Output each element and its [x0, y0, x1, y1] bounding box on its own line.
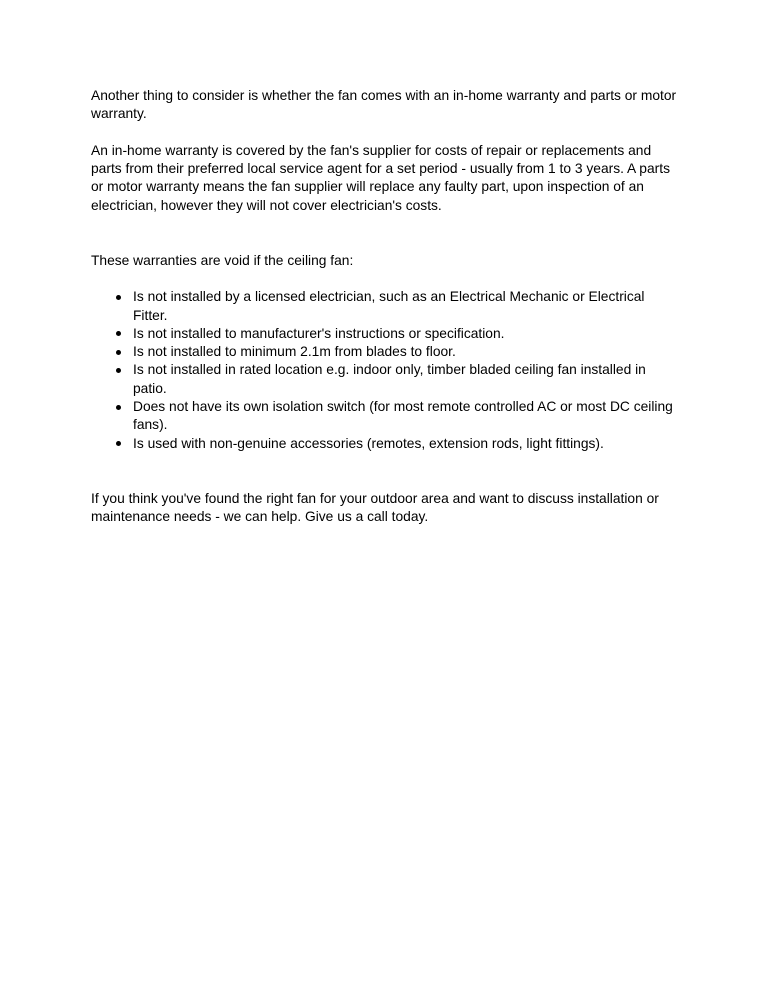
list-item [91, 343, 680, 361]
bullet-icon [116, 331, 121, 336]
bullet-icon [116, 350, 121, 355]
bullet-icon [116, 295, 121, 300]
list-item [91, 361, 680, 398]
list-item-text: Is not installed to minimum 2.1m from blades to floor. [133, 344, 456, 360]
list-item-text: Is not installed by a licensed electrician, such as an Electrical Mechanic or Electrical Fitter. [133, 289, 645, 323]
list-item [91, 325, 680, 343]
list-item-text: Is not installed to manufacturer's instructions or specification. [133, 325, 505, 341]
bullet-icon [116, 405, 121, 410]
list-item-text: Is not installed in rated location e.g. indoor only, timber bladed ceiling fan installed in patio. [133, 362, 646, 396]
list-item-text: Does not have its own isolation switch (for most remote controlled AC or most DC ceiling fans). [133, 399, 673, 433]
paragraph-closing: If you think you've found the right fan for your outdoor area and want to discuss installation or maintenance needs - we can help. Give us a call today. [91, 490, 659, 524]
list-item-text: Is used with non-genuine accessories (remotes, extension rods, light fittings). [133, 435, 604, 451]
paragraph-void-intro: These warranties are void if the ceiling fan: [91, 252, 354, 268]
bullet-icon [116, 368, 121, 373]
document-content [91, 87, 680, 526]
paragraph-intro: Another thing to consider is whether the fan comes with an in-home warranty and parts or motor warranty. [91, 88, 677, 122]
list-item [91, 398, 680, 435]
void-conditions-list [91, 288, 680, 453]
paragraph-warranty-detail: An in-home warranty is covered by the fan's supplier for costs of repair or replacements and parts from their preferred local service agent for a set period - usually from 1 to 3 years. A parts or motor warranty means the fan supplier will replace any faulty part, upon inspection of an electrician, however they will not cover electrician's costs. [91, 142, 670, 213]
list-item [91, 435, 680, 453]
bullet-icon [116, 441, 121, 446]
list-item [91, 288, 680, 325]
